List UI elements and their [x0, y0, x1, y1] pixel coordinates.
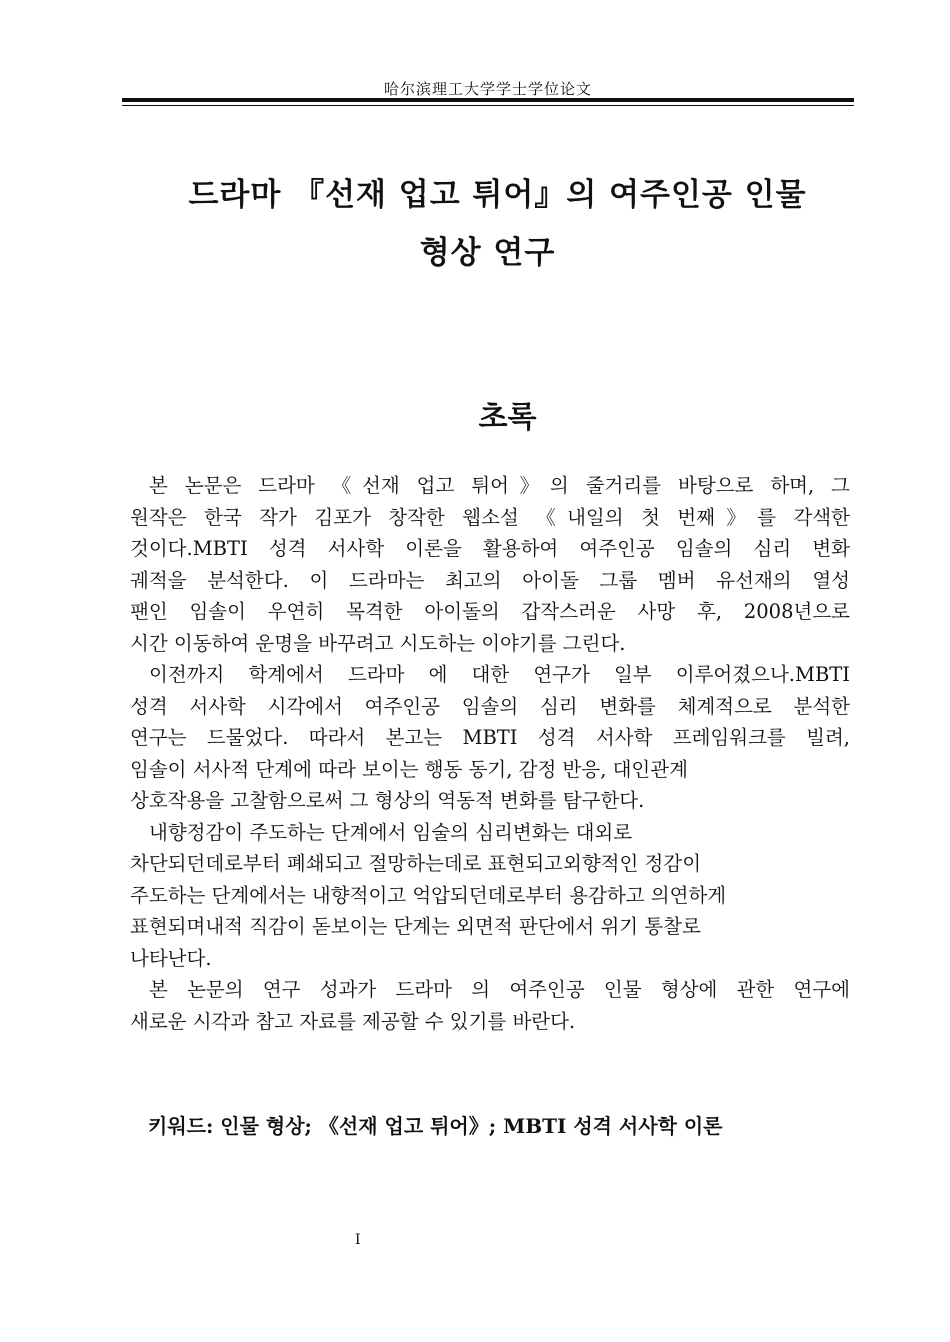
header-rule-thick: [122, 98, 854, 102]
abstract-line: 궤적을 분석한다. 이 드라마는 최고의 아이돌 그룹 멤버 유선재의 열성: [130, 568, 850, 592]
abstract-paragraph-4: [130, 974, 850, 1037]
abstract-paragraph-1: [130, 470, 850, 659]
abstract-heading: 초록: [478, 400, 537, 435]
abstract-line: 원작은 한국 작가 김포가 창작한 웹소설 《내일의 첫 번째》를 각색한: [130, 505, 850, 529]
paper-title-line-2: 형상 연구: [419, 235, 556, 271]
abstract-line: 시간 이동하여 운명을 바꾸려고 시도하는 이야기를 그린다.: [130, 631, 626, 655]
header-rule-thin: [122, 105, 854, 106]
abstract-line: 임솔이 서사적 단계에 따라 보이는 행동 동기, 감정 반응, 대인관계: [130, 757, 688, 781]
paper-title-line-1: 드라마 『선재 업고 튀어』의 여주인공 인물: [188, 177, 807, 213]
abstract-line: 것이다.MBTI 성격 서사학 이론을 활용하여 여주인공 임솔의 심리 변화: [130, 537, 850, 560]
abstract-body: [130, 470, 850, 1037]
page-number: I: [355, 1232, 361, 1248]
paper-title: [80, 166, 895, 282]
abstract-line: 나타난다.: [130, 946, 212, 970]
abstract-line: 차단되던데로부터 폐쇄되고 절망하는데로 표현되고외향적인 정감이: [130, 852, 702, 875]
abstract-line: 상호작용을 고찰함으로써 그 형상의 역동적 변화를 탐구한다.: [130, 789, 645, 812]
abstract-line: 성격 서사학 시각에서 여주인공 임솔의 심리 변화를 체계적으로 분석한: [130, 694, 850, 718]
abstract-paragraph-2: [130, 659, 850, 817]
abstract-line: 팬인 임솔이 우연히 목격한 아이돌의 갑작스러운 사망 후, 2008년으로: [130, 600, 850, 623]
abstract-line: 연구는 드물었다. 따라서 본고는 MBTI 성격 서사학 프레임워크를 빌려,: [130, 726, 850, 749]
abstract-line: 주도하는 단계에서는 내향적이고 억압되던데로부터 용감하고 의연하게: [130, 883, 727, 907]
abstract-line: 이전까지 학계에서 드라마 에 대한 연구가 일부 이루어졌으나.MBTI: [149, 663, 850, 686]
abstract-line: 본 논문의 연구 성과가 드라마 의 여주인공 인물 형상에 관한 연구에: [149, 978, 850, 1001]
running-header: 哈尔滨理工大学学士学位论文: [383, 80, 592, 98]
abstract-line: 본 논문은 드라마 《선재 업고 튀어》의 줄거리를 바탕으로 하며, 그: [149, 474, 850, 497]
keywords: 키워드: 인물 형상; 《선재 업고 튀어》; MBTI 성격 서사학 이론: [148, 1114, 723, 1138]
abstract-line: 내향정감이 주도하는 단계에서 임술의 심리변화는 대외로: [149, 820, 633, 844]
abstract-line: 표현되며내적 직감이 돋보이는 단계는 외면적 판단에서 위기 통찰로: [130, 915, 701, 938]
abstract-line: 새로운 시각과 참고 자료를 제공할 수 있기를 바란다.: [130, 1009, 576, 1033]
abstract-paragraph-3: [130, 817, 850, 975]
